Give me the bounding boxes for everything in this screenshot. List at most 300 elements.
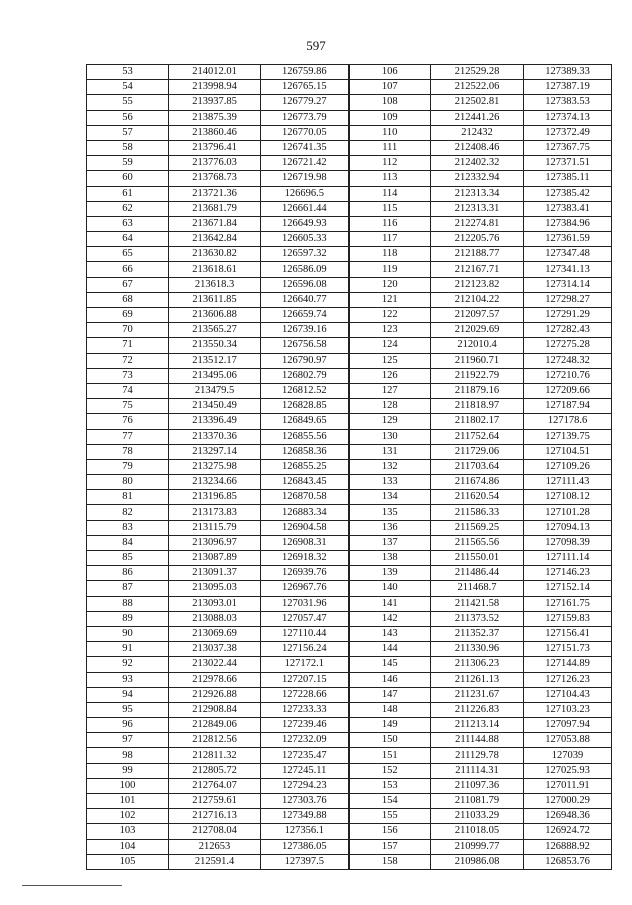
coordinates-table bbox=[86, 64, 612, 870]
y-coordinate-cell: 127303.76 bbox=[261, 794, 349, 809]
x-coordinate-cell: 213450.49 bbox=[169, 399, 261, 414]
table-row bbox=[87, 718, 612, 733]
x-coordinate-cell: 211818.97 bbox=[431, 399, 524, 414]
point-number-cell: 157 bbox=[349, 839, 431, 854]
y-coordinate-cell: 127151.73 bbox=[524, 642, 612, 657]
x-coordinate-cell: 213093.01 bbox=[169, 596, 261, 611]
x-coordinate-cell: 213495.06 bbox=[169, 368, 261, 383]
point-number-cell: 91 bbox=[87, 642, 169, 657]
point-number-cell: 54 bbox=[87, 80, 169, 95]
x-coordinate-cell: 211729.06 bbox=[431, 444, 524, 459]
table-row bbox=[87, 535, 612, 550]
x-coordinate-cell: 211330.96 bbox=[431, 642, 524, 657]
y-coordinate-cell: 127383.41 bbox=[524, 201, 612, 216]
y-coordinate-cell: 127245.11 bbox=[261, 763, 349, 778]
table-row bbox=[87, 657, 612, 672]
table-row bbox=[87, 475, 612, 490]
point-number-cell: 122 bbox=[349, 308, 431, 323]
point-number-cell: 81 bbox=[87, 490, 169, 505]
table-row bbox=[87, 338, 612, 353]
y-coordinate-cell: 127372.49 bbox=[524, 125, 612, 140]
x-coordinate-cell: 213681.79 bbox=[169, 201, 261, 216]
y-coordinate-cell: 127347.48 bbox=[524, 247, 612, 262]
table-row bbox=[87, 626, 612, 641]
x-coordinate-cell: 212313.31 bbox=[431, 201, 524, 216]
point-number-cell: 149 bbox=[349, 718, 431, 733]
x-coordinate-cell: 212805.72 bbox=[169, 763, 261, 778]
y-coordinate-cell: 126659.74 bbox=[261, 308, 349, 323]
point-number-cell: 69 bbox=[87, 308, 169, 323]
point-number-cell: 130 bbox=[349, 429, 431, 444]
point-number-cell: 113 bbox=[349, 171, 431, 186]
point-number-cell: 137 bbox=[349, 535, 431, 550]
x-coordinate-cell: 213611.85 bbox=[169, 292, 261, 307]
x-coordinate-cell: 211081.79 bbox=[431, 794, 524, 809]
point-number-cell: 72 bbox=[87, 353, 169, 368]
y-coordinate-cell: 127361.59 bbox=[524, 232, 612, 247]
point-number-cell: 55 bbox=[87, 95, 169, 110]
y-coordinate-cell: 127101.28 bbox=[524, 505, 612, 520]
table-row bbox=[87, 611, 612, 626]
y-coordinate-cell: 126924.72 bbox=[524, 824, 612, 839]
x-coordinate-cell: 213037.38 bbox=[169, 642, 261, 657]
point-number-cell: 74 bbox=[87, 383, 169, 398]
y-coordinate-cell: 126858.36 bbox=[261, 444, 349, 459]
y-coordinate-cell: 126741.35 bbox=[261, 140, 349, 155]
table-row bbox=[87, 778, 612, 793]
x-coordinate-cell: 211960.71 bbox=[431, 353, 524, 368]
y-coordinate-cell: 127349.88 bbox=[261, 809, 349, 824]
y-coordinate-cell: 127228.66 bbox=[261, 687, 349, 702]
point-number-cell: 138 bbox=[349, 551, 431, 566]
x-coordinate-cell: 210986.08 bbox=[431, 854, 524, 869]
point-number-cell: 142 bbox=[349, 611, 431, 626]
table-row bbox=[87, 459, 612, 474]
x-coordinate-cell: 213297.14 bbox=[169, 444, 261, 459]
x-coordinate-cell: 211144.88 bbox=[431, 733, 524, 748]
y-coordinate-cell: 127385.11 bbox=[524, 171, 612, 186]
x-coordinate-cell: 213998.94 bbox=[169, 80, 261, 95]
y-coordinate-cell: 127109.26 bbox=[524, 459, 612, 474]
point-number-cell: 123 bbox=[349, 323, 431, 338]
table-row bbox=[87, 201, 612, 216]
table-row bbox=[87, 854, 612, 869]
y-coordinate-cell: 127104.51 bbox=[524, 444, 612, 459]
table-row bbox=[87, 399, 612, 414]
y-coordinate-cell: 127094.13 bbox=[524, 520, 612, 535]
point-number-cell: 150 bbox=[349, 733, 431, 748]
x-coordinate-cell: 212205.76 bbox=[431, 232, 524, 247]
point-number-cell: 115 bbox=[349, 201, 431, 216]
point-number-cell: 126 bbox=[349, 368, 431, 383]
y-coordinate-cell: 126640.77 bbox=[261, 292, 349, 307]
x-coordinate-cell: 213022.44 bbox=[169, 657, 261, 672]
point-number-cell: 154 bbox=[349, 794, 431, 809]
point-number-cell: 77 bbox=[87, 429, 169, 444]
table-row bbox=[87, 733, 612, 748]
x-coordinate-cell: 213618.61 bbox=[169, 262, 261, 277]
x-coordinate-cell: 213096.97 bbox=[169, 535, 261, 550]
x-coordinate-cell: 213275.98 bbox=[169, 459, 261, 474]
y-coordinate-cell: 127387.19 bbox=[524, 80, 612, 95]
y-coordinate-cell: 126904.58 bbox=[261, 520, 349, 535]
x-coordinate-cell: 212811.32 bbox=[169, 748, 261, 763]
y-coordinate-cell: 127031.96 bbox=[261, 596, 349, 611]
point-number-cell: 147 bbox=[349, 687, 431, 702]
x-coordinate-cell: 211097.36 bbox=[431, 778, 524, 793]
y-coordinate-cell: 126939.76 bbox=[261, 566, 349, 581]
x-coordinate-cell: 212010.4 bbox=[431, 338, 524, 353]
x-coordinate-cell: 212432 bbox=[431, 125, 524, 140]
y-coordinate-cell: 127011.91 bbox=[524, 778, 612, 793]
x-coordinate-cell: 213618.3 bbox=[169, 277, 261, 292]
point-number-cell: 146 bbox=[349, 672, 431, 687]
point-number-cell: 133 bbox=[349, 475, 431, 490]
y-coordinate-cell: 126883.34 bbox=[261, 505, 349, 520]
point-number-cell: 112 bbox=[349, 156, 431, 171]
table-row bbox=[87, 65, 612, 80]
table-row bbox=[87, 323, 612, 338]
y-coordinate-cell: 127039 bbox=[524, 748, 612, 763]
table-row bbox=[87, 292, 612, 307]
y-coordinate-cell: 127187.94 bbox=[524, 399, 612, 414]
y-coordinate-cell: 126586.09 bbox=[261, 262, 349, 277]
x-coordinate-cell: 212978.66 bbox=[169, 672, 261, 687]
point-number-cell: 86 bbox=[87, 566, 169, 581]
x-coordinate-cell: 211620.54 bbox=[431, 490, 524, 505]
x-coordinate-cell: 213091.37 bbox=[169, 566, 261, 581]
y-coordinate-cell: 127383.53 bbox=[524, 95, 612, 110]
x-coordinate-cell: 213095.03 bbox=[169, 581, 261, 596]
point-number-cell: 125 bbox=[349, 353, 431, 368]
table-row bbox=[87, 551, 612, 566]
point-number-cell: 148 bbox=[349, 702, 431, 717]
x-coordinate-cell: 212274.81 bbox=[431, 216, 524, 231]
x-coordinate-cell: 211550.01 bbox=[431, 551, 524, 566]
table-row bbox=[87, 429, 612, 444]
y-coordinate-cell: 126870.58 bbox=[261, 490, 349, 505]
point-number-cell: 101 bbox=[87, 794, 169, 809]
x-coordinate-cell: 213115.79 bbox=[169, 520, 261, 535]
x-coordinate-cell: 214012.01 bbox=[169, 65, 261, 80]
y-coordinate-cell: 127146.23 bbox=[524, 566, 612, 581]
point-number-cell: 92 bbox=[87, 657, 169, 672]
y-coordinate-cell: 126597.32 bbox=[261, 247, 349, 262]
x-coordinate-cell: 211261.13 bbox=[431, 672, 524, 687]
y-coordinate-cell: 126759.86 bbox=[261, 65, 349, 80]
x-coordinate-cell: 211565.56 bbox=[431, 535, 524, 550]
y-coordinate-cell: 127282.43 bbox=[524, 323, 612, 338]
point-number-cell: 135 bbox=[349, 505, 431, 520]
y-coordinate-cell: 127000.29 bbox=[524, 794, 612, 809]
table-row bbox=[87, 490, 612, 505]
table-row bbox=[87, 262, 612, 277]
y-coordinate-cell: 127104.43 bbox=[524, 687, 612, 702]
y-coordinate-cell: 127389.33 bbox=[524, 65, 612, 80]
x-coordinate-cell: 211569.25 bbox=[431, 520, 524, 535]
x-coordinate-cell: 213234.66 bbox=[169, 475, 261, 490]
x-coordinate-cell: 212849.06 bbox=[169, 718, 261, 733]
point-number-cell: 111 bbox=[349, 140, 431, 155]
x-coordinate-cell: 213768.73 bbox=[169, 171, 261, 186]
x-coordinate-cell: 212653 bbox=[169, 839, 261, 854]
point-number-cell: 119 bbox=[349, 262, 431, 277]
y-coordinate-cell: 126843.45 bbox=[261, 475, 349, 490]
y-coordinate-cell: 127111.14 bbox=[524, 551, 612, 566]
point-number-cell: 140 bbox=[349, 581, 431, 596]
point-number-cell: 102 bbox=[87, 809, 169, 824]
x-coordinate-cell: 213370.36 bbox=[169, 429, 261, 444]
x-coordinate-cell: 212097.57 bbox=[431, 308, 524, 323]
x-coordinate-cell: 211752.64 bbox=[431, 429, 524, 444]
y-coordinate-cell: 126779.27 bbox=[261, 95, 349, 110]
point-number-cell: 106 bbox=[349, 65, 431, 80]
y-coordinate-cell: 127371.51 bbox=[524, 156, 612, 171]
point-number-cell: 57 bbox=[87, 125, 169, 140]
x-coordinate-cell: 212441.26 bbox=[431, 110, 524, 125]
table-row bbox=[87, 839, 612, 854]
point-number-cell: 110 bbox=[349, 125, 431, 140]
point-number-cell: 127 bbox=[349, 383, 431, 398]
x-coordinate-cell: 212167.71 bbox=[431, 262, 524, 277]
y-coordinate-cell: 127384.96 bbox=[524, 216, 612, 231]
point-number-cell: 76 bbox=[87, 414, 169, 429]
x-coordinate-cell: 212529.28 bbox=[431, 65, 524, 80]
point-number-cell: 124 bbox=[349, 338, 431, 353]
table-row bbox=[87, 581, 612, 596]
x-coordinate-cell: 211373.52 bbox=[431, 611, 524, 626]
y-coordinate-cell: 127161.75 bbox=[524, 596, 612, 611]
table-row bbox=[87, 80, 612, 95]
table-row bbox=[87, 596, 612, 611]
point-number-cell: 144 bbox=[349, 642, 431, 657]
point-number-cell: 71 bbox=[87, 338, 169, 353]
y-coordinate-cell: 126649.93 bbox=[261, 216, 349, 231]
y-coordinate-cell: 127209.66 bbox=[524, 383, 612, 398]
y-coordinate-cell: 127207.15 bbox=[261, 672, 349, 687]
y-coordinate-cell: 127098.39 bbox=[524, 535, 612, 550]
y-coordinate-cell: 126802.79 bbox=[261, 368, 349, 383]
y-coordinate-cell: 127235.47 bbox=[261, 748, 349, 763]
y-coordinate-cell: 127232.09 bbox=[261, 733, 349, 748]
point-number-cell: 152 bbox=[349, 763, 431, 778]
point-number-cell: 99 bbox=[87, 763, 169, 778]
point-number-cell: 67 bbox=[87, 277, 169, 292]
point-number-cell: 58 bbox=[87, 140, 169, 155]
y-coordinate-cell: 126596.08 bbox=[261, 277, 349, 292]
table-row bbox=[87, 353, 612, 368]
point-number-cell: 109 bbox=[349, 110, 431, 125]
y-coordinate-cell: 126661.44 bbox=[261, 201, 349, 216]
table-row bbox=[87, 277, 612, 292]
x-coordinate-cell: 212104.22 bbox=[431, 292, 524, 307]
point-number-cell: 132 bbox=[349, 459, 431, 474]
point-number-cell: 56 bbox=[87, 110, 169, 125]
point-number-cell: 155 bbox=[349, 809, 431, 824]
y-coordinate-cell: 127152.14 bbox=[524, 581, 612, 596]
y-coordinate-cell: 126967.76 bbox=[261, 581, 349, 596]
y-coordinate-cell: 126918.32 bbox=[261, 551, 349, 566]
y-coordinate-cell: 127025.93 bbox=[524, 763, 612, 778]
x-coordinate-cell: 212522.06 bbox=[431, 80, 524, 95]
point-number-cell: 117 bbox=[349, 232, 431, 247]
y-coordinate-cell: 127103.23 bbox=[524, 702, 612, 717]
y-coordinate-cell: 127126.23 bbox=[524, 672, 612, 687]
table-row bbox=[87, 140, 612, 155]
point-number-cell: 121 bbox=[349, 292, 431, 307]
x-coordinate-cell: 213630.82 bbox=[169, 247, 261, 262]
y-coordinate-cell: 127239.46 bbox=[261, 718, 349, 733]
point-number-cell: 62 bbox=[87, 201, 169, 216]
point-number-cell: 105 bbox=[87, 854, 169, 869]
x-coordinate-cell: 211703.64 bbox=[431, 459, 524, 474]
y-coordinate-cell: 127053.88 bbox=[524, 733, 612, 748]
point-number-cell: 128 bbox=[349, 399, 431, 414]
x-coordinate-cell: 211802.17 bbox=[431, 414, 524, 429]
point-number-cell: 53 bbox=[87, 65, 169, 80]
y-coordinate-cell: 127356.1 bbox=[261, 824, 349, 839]
point-number-cell: 158 bbox=[349, 854, 431, 869]
table-row bbox=[87, 763, 612, 778]
table-row bbox=[87, 171, 612, 186]
point-number-cell: 156 bbox=[349, 824, 431, 839]
x-coordinate-cell: 210999.77 bbox=[431, 839, 524, 854]
point-number-cell: 120 bbox=[349, 277, 431, 292]
y-coordinate-cell: 126812.52 bbox=[261, 383, 349, 398]
page-number: 597 bbox=[306, 38, 326, 53]
y-coordinate-cell: 127110.44 bbox=[261, 626, 349, 641]
x-coordinate-cell: 211114.31 bbox=[431, 763, 524, 778]
y-coordinate-cell: 127385.42 bbox=[524, 186, 612, 201]
x-coordinate-cell: 211468.7 bbox=[431, 581, 524, 596]
y-coordinate-cell: 127275.28 bbox=[524, 338, 612, 353]
x-coordinate-cell: 211018.05 bbox=[431, 824, 524, 839]
y-coordinate-cell: 127159.83 bbox=[524, 611, 612, 626]
x-coordinate-cell: 212402.32 bbox=[431, 156, 524, 171]
x-coordinate-cell: 213721.36 bbox=[169, 186, 261, 201]
x-coordinate-cell: 213173.83 bbox=[169, 505, 261, 520]
x-coordinate-cell: 212123.82 bbox=[431, 277, 524, 292]
point-number-cell: 84 bbox=[87, 535, 169, 550]
y-coordinate-cell: 127210.76 bbox=[524, 368, 612, 383]
y-coordinate-cell: 126855.25 bbox=[261, 459, 349, 474]
point-number-cell: 153 bbox=[349, 778, 431, 793]
y-coordinate-cell: 126790.97 bbox=[261, 353, 349, 368]
y-coordinate-cell: 127233.33 bbox=[261, 702, 349, 717]
x-coordinate-cell: 211226.83 bbox=[431, 702, 524, 717]
point-number-cell: 78 bbox=[87, 444, 169, 459]
y-coordinate-cell: 126756.58 bbox=[261, 338, 349, 353]
y-coordinate-cell: 127178.6 bbox=[524, 414, 612, 429]
y-coordinate-cell: 127367.75 bbox=[524, 140, 612, 155]
table-row bbox=[87, 414, 612, 429]
point-number-cell: 70 bbox=[87, 323, 169, 338]
y-coordinate-cell: 126739.16 bbox=[261, 323, 349, 338]
x-coordinate-cell: 213550.34 bbox=[169, 338, 261, 353]
x-coordinate-cell: 213671.84 bbox=[169, 216, 261, 231]
x-coordinate-cell: 211421.58 bbox=[431, 596, 524, 611]
y-coordinate-cell: 127156.41 bbox=[524, 626, 612, 641]
point-number-cell: 136 bbox=[349, 520, 431, 535]
x-coordinate-cell: 213776.03 bbox=[169, 156, 261, 171]
point-number-cell: 79 bbox=[87, 459, 169, 474]
table-row bbox=[87, 794, 612, 809]
point-number-cell: 68 bbox=[87, 292, 169, 307]
y-coordinate-cell: 126849.65 bbox=[261, 414, 349, 429]
x-coordinate-cell: 211586.33 bbox=[431, 505, 524, 520]
x-coordinate-cell: 213512.17 bbox=[169, 353, 261, 368]
point-number-cell: 83 bbox=[87, 520, 169, 535]
point-number-cell: 95 bbox=[87, 702, 169, 717]
table-row bbox=[87, 748, 612, 763]
point-number-cell: 87 bbox=[87, 581, 169, 596]
x-coordinate-cell: 212764.07 bbox=[169, 778, 261, 793]
x-coordinate-cell: 213875.39 bbox=[169, 110, 261, 125]
y-coordinate-cell: 126853.76 bbox=[524, 854, 612, 869]
x-coordinate-cell: 211213.14 bbox=[431, 718, 524, 733]
x-coordinate-cell: 211879.16 bbox=[431, 383, 524, 398]
table-row bbox=[87, 383, 612, 398]
x-coordinate-cell: 211033.29 bbox=[431, 809, 524, 824]
y-coordinate-cell: 126773.79 bbox=[261, 110, 349, 125]
point-number-cell: 104 bbox=[87, 839, 169, 854]
y-coordinate-cell: 126719.98 bbox=[261, 171, 349, 186]
point-number-cell: 151 bbox=[349, 748, 431, 763]
x-coordinate-cell: 212029.69 bbox=[431, 323, 524, 338]
point-number-cell: 75 bbox=[87, 399, 169, 414]
table-row bbox=[87, 566, 612, 581]
table-row bbox=[87, 232, 612, 247]
point-number-cell: 93 bbox=[87, 672, 169, 687]
table-row bbox=[87, 216, 612, 231]
point-number-cell: 103 bbox=[87, 824, 169, 839]
y-coordinate-cell: 126605.33 bbox=[261, 232, 349, 247]
table-row bbox=[87, 505, 612, 520]
y-coordinate-cell: 126888.92 bbox=[524, 839, 612, 854]
y-coordinate-cell: 127341.13 bbox=[524, 262, 612, 277]
point-number-cell: 61 bbox=[87, 186, 169, 201]
y-coordinate-cell: 126721.42 bbox=[261, 156, 349, 171]
table-row bbox=[87, 308, 612, 323]
x-coordinate-cell: 211352.37 bbox=[431, 626, 524, 641]
y-coordinate-cell: 126948.36 bbox=[524, 809, 612, 824]
point-number-cell: 89 bbox=[87, 611, 169, 626]
y-coordinate-cell: 126855.56 bbox=[261, 429, 349, 444]
y-coordinate-cell: 127097.94 bbox=[524, 718, 612, 733]
x-coordinate-cell: 213069.69 bbox=[169, 626, 261, 641]
y-coordinate-cell: 127314.14 bbox=[524, 277, 612, 292]
x-coordinate-cell: 212408.46 bbox=[431, 140, 524, 155]
point-number-cell: 66 bbox=[87, 262, 169, 277]
point-number-cell: 114 bbox=[349, 186, 431, 201]
x-coordinate-cell: 212926.88 bbox=[169, 687, 261, 702]
point-number-cell: 108 bbox=[349, 95, 431, 110]
y-coordinate-cell: 126696.5 bbox=[261, 186, 349, 201]
table-row bbox=[87, 520, 612, 535]
point-number-cell: 100 bbox=[87, 778, 169, 793]
point-number-cell: 96 bbox=[87, 718, 169, 733]
table-row bbox=[87, 809, 612, 824]
table-row bbox=[87, 368, 612, 383]
table-row bbox=[87, 110, 612, 125]
y-coordinate-cell: 127108.12 bbox=[524, 490, 612, 505]
point-number-cell: 131 bbox=[349, 444, 431, 459]
x-coordinate-cell: 212716.13 bbox=[169, 809, 261, 824]
x-coordinate-cell: 212591.4 bbox=[169, 854, 261, 869]
y-coordinate-cell: 127172.1 bbox=[261, 657, 349, 672]
y-coordinate-cell: 127386.05 bbox=[261, 839, 349, 854]
x-coordinate-cell: 211674.86 bbox=[431, 475, 524, 490]
